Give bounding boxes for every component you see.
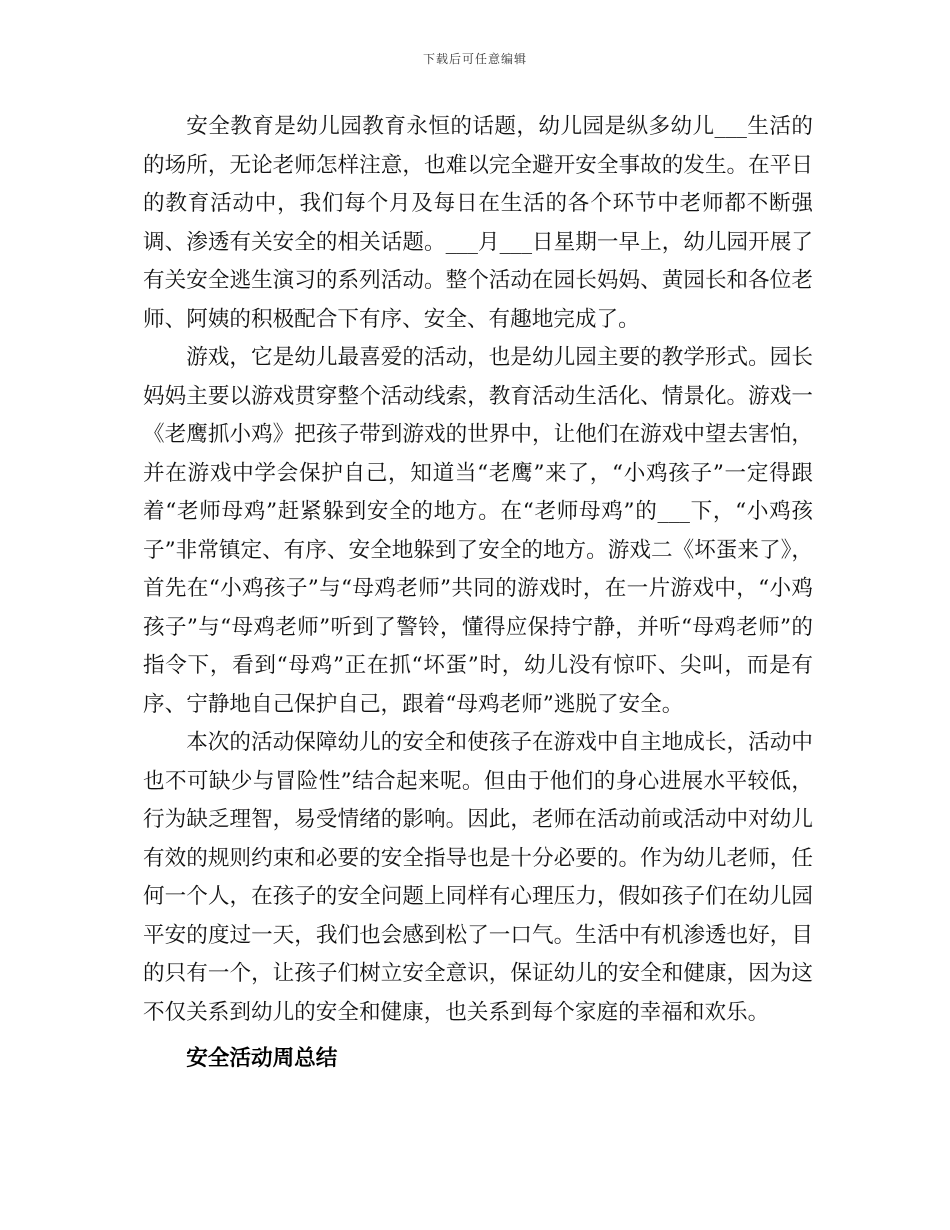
paragraph-games: 游戏，它是幼儿最喜爱的活动，也是幼儿园主要的教学形式。园长妈妈主要以游戏贯穿整个活动线索，教育活动生活化、情景化。游戏一《老鹰抓小鸡》把孩子带到游戏的世界中，让他们在游戏中望去害怕，并在游戏中学会保护自己，知道当“老鹰”来了，“小鸡孩子”一定得跟着“老师母鸡”赶紧躲到安全的地方。在“老师母鸡”的___下，“小鸡孩子”非常镇定、有序、安全地躲到了安全的地方。游戏二《坏蛋来了》，首先在“小鸡孩子”与“母鸡老师”共同的游戏时，在一片游戏中，“小鸡孩子”与“母鸡老师”听到了警铃，懂得应保持宁静，并听“母鸡老师”的指令下，看到“母鸡”正在抓“坏蛋”时，幼儿没有惊吓、尖叫，而是有序、宁静地自己保护自己，跟着“母鸡老师”逃脱了安全。 (143, 345, 813, 717)
document-body (143, 108, 813, 1079)
paragraph-conclusion: 本次的活动保障幼儿的安全和使孩子在游戏中自主地成长，活动中也不可缺少与冒险性”结合起来呢。但由于他们的身心进展水平较低，行为缺乏理智，易受情绪的影响。因此，老师在活动前或活动中对幼儿有效的规则约束和必要的安全指导也是十分必要的。作为幼儿老师，任何一个人，在孩子的安全问题上同样有心理压力，假如孩子们在幼儿园平安的度过一天，我们也会感到松了一口气。生活中有机渗透也好，目的只有一个，让孩子们树立安全意识，保证幼儿的安全和健康，因为这不仅关系到幼儿的安全和健康，也关系到每个家庭的幸福和欢乐。 (143, 730, 813, 1025)
paragraph-intro: 安全教育是幼儿园教育永恒的话题，幼儿园是纵多幼儿___生活的的场所，无论老师怎样注意，也难以完全避开安全事故的发生。在平日的教育活动中，我们每个月及每日在生活的各个环节中老师都不断强调、渗透有关安全的相关话题。___月___日星期一早上，幼儿园开展了有关安全逃生演习的系列活动。整个活动在园长妈妈、黄园长和各位老师、阿姨的积极配合下有序、安全、有趣地完成了。 (143, 114, 813, 332)
section-heading: 安全活动周总结 (186, 1046, 338, 1071)
page-header: 下载后可任意编辑 (422, 52, 527, 66)
